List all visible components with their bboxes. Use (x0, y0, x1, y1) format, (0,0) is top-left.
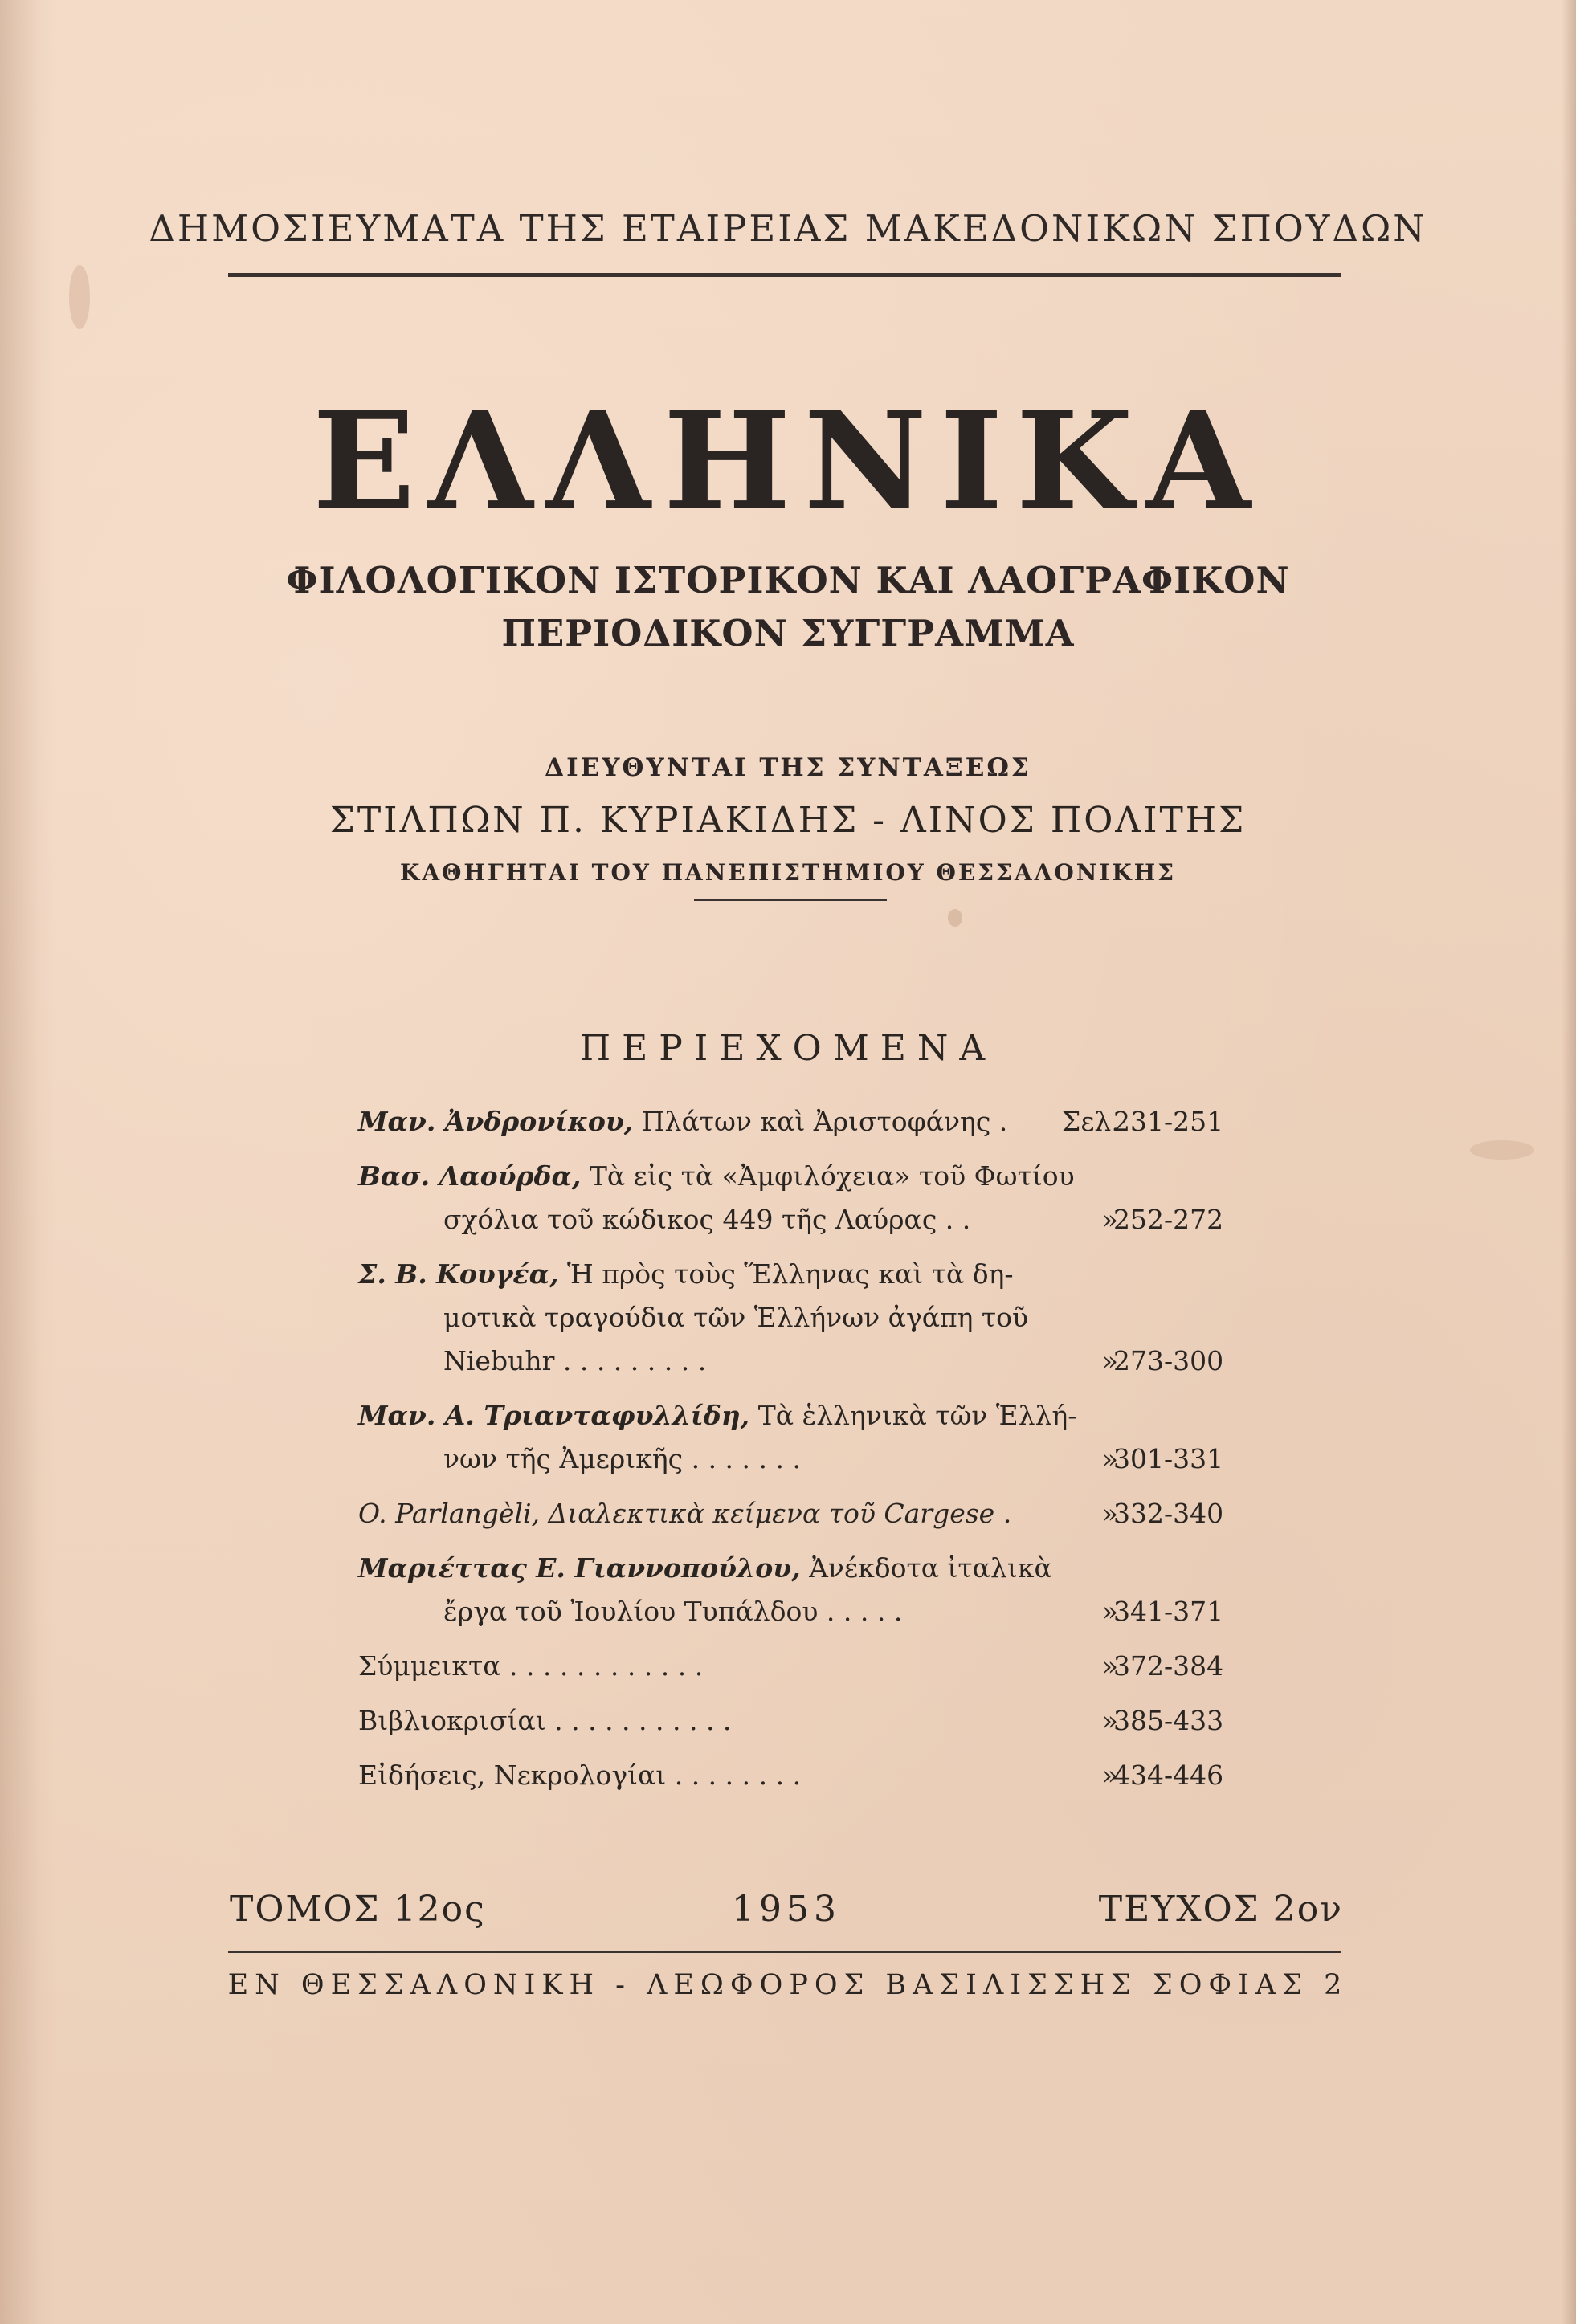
toc-line (358, 1296, 1218, 1339)
toc-line (358, 1100, 1224, 1144)
table-of-contents (358, 1100, 1224, 1808)
toc-title: Τὰ ἑλληνικὰ τῶν Ἑλλή- (749, 1400, 1077, 1431)
paper-stain (948, 909, 962, 927)
toc-page-range: 252-272 (1113, 1204, 1224, 1235)
toc-line (358, 1253, 1218, 1296)
toc-page-marker: » (1101, 1759, 1118, 1791)
toc-entry-first-line (358, 1707, 731, 1734)
year-label: 1953 (732, 1889, 841, 1930)
toc-page-range: 301-331 (1113, 1443, 1224, 1474)
issue-label: ΤΕΥΧΟΣ 2ον (1098, 1889, 1343, 1930)
toc-entry-first-line (358, 1650, 704, 1682)
editors-rule (694, 899, 887, 901)
toc-title-continuation: σχόλια τοῦ κώδικος 449 τῆς Λαύρας . . (443, 1204, 971, 1235)
toc-title: Τὰ εἰς τὰ «Ἀμφιλόχεια» τοῦ Φωτίου (581, 1160, 1075, 1192)
toc-title: Βιβλιοκρισίαι . . . . . . . . . . . (358, 1705, 732, 1736)
toc-entry-first-line (358, 1552, 1052, 1584)
toc-line (358, 1437, 1224, 1481)
toc-page-marker: » (1101, 1345, 1118, 1376)
toc-title: Διαλεκτικὰ κείμενα τοῦ Cargese . (540, 1498, 1012, 1529)
publisher-address: ΕΝ ΘΕΣΣΑΛΟΝΙΚΗ - ΛΕΩΦΟΡΟΣ ΒΑΣΙΛΙΣΣΗΣ ΣΟΦΙΑΣ 2 (227, 1969, 1349, 2001)
toc-author: O. Parlangèli, (358, 1498, 541, 1529)
toc-entry-first-line (358, 1108, 1007, 1135)
toc-author: Βασ. Λαούρδα, (358, 1160, 582, 1192)
toc-entry (358, 1645, 1224, 1688)
toc-entry (358, 1253, 1224, 1383)
toc-page-marker: » (1101, 1443, 1118, 1474)
toc-line (358, 1394, 1218, 1437)
toc-entry-first-line (358, 1160, 1075, 1192)
series-title: ΔΗΜΟΣΙΕΥΜΑΤΑ ΤΗΣ ΕΤΑΙΡΕΙΑΣ ΜΑΚΕΔΟΝΙΚΩΝ ΣΠΟΥΔΩΝ (149, 207, 1427, 250)
subtitle-line-2: ΠΕΡΙΟΔΙΚΟΝ ΣΥΓΓΡΑΜΜΑ (501, 612, 1075, 654)
header-rule (228, 273, 1341, 277)
toc-line (358, 1198, 1224, 1242)
editors-label: ΔΙΕΥΘΥΝΤΑΙ ΤΗΣ ΣΥΝΤΑΞΕΩΣ (545, 753, 1031, 782)
toc-author: Μαν. Ἀνδρονίκου, (358, 1106, 634, 1137)
journal-title: ΕΛΛΗΝΙΚΑ (312, 381, 1264, 540)
toc-entry-first-line (358, 1500, 1011, 1527)
toc-entry-first-line (358, 1258, 1014, 1290)
toc-author: Μαν. Α. Τριανταφυλλίδη, (358, 1400, 750, 1431)
toc-author: Μαριέττας Ε. Γιαννοπούλου, (358, 1552, 801, 1584)
toc-page-marker: » (1101, 1705, 1118, 1736)
toc-page-marker: » (1101, 1498, 1118, 1529)
toc-line (358, 1699, 1224, 1743)
toc-page-range: 385-433 (1113, 1705, 1224, 1736)
toc-entry (358, 1547, 1224, 1633)
footer-rule-top (228, 1951, 1341, 1953)
toc-title-continuation: Niebuhr . . . . . . . . . (443, 1345, 707, 1376)
toc-line (358, 1492, 1224, 1535)
toc-title: Ἡ πρὸς τοὺς Ἕλληνας καὶ τὰ δη- (558, 1258, 1014, 1290)
toc-page-marker: » (1101, 1650, 1118, 1682)
toc-page-range: 273-300 (1113, 1345, 1224, 1376)
toc-page-range: 372-384 (1113, 1650, 1224, 1682)
toc-line (358, 1754, 1224, 1797)
toc-line (358, 1155, 1218, 1198)
toc-entry (358, 1394, 1224, 1481)
toc-page-range: 231-251 (1113, 1106, 1224, 1137)
affiliation: ΚΑΘΗΓΗΤΑΙ ΤΟΥ ΠΑΝΕΠΙΣΤΗΜΙΟΥ ΘΕΣΣΑΛΟΝΙΚΗΣ (399, 859, 1176, 886)
toc-line (358, 1339, 1224, 1383)
toc-entry (358, 1155, 1224, 1242)
issue-info-row (230, 1889, 1343, 1937)
paper-stain (1470, 1140, 1534, 1160)
toc-title-continuation: νων τῆς Ἀμερικῆς . . . . . . . (443, 1443, 801, 1474)
toc-entry (358, 1100, 1224, 1144)
toc-page-marker: » (1101, 1596, 1118, 1627)
toc-entry (358, 1699, 1224, 1743)
volume-label: ΤΟΜΟΣ 12ος (230, 1889, 486, 1930)
toc-title-continuation: μοτικὰ τραγούδια τῶν Ἑλλήνων ἀγάπη τοῦ (443, 1302, 1029, 1333)
toc-entry (358, 1492, 1224, 1535)
toc-title-continuation: ἔργα τοῦ Ἰουλίου Τυπάλδου . . . . . (443, 1596, 903, 1627)
subtitle-line-1: ΦΙΛΟΛΟΓΙΚΟΝ ΙΣΤΟΡΙΚΟΝ ΚΑΙ ΛΑΟΓΡΑΦΙΚΟΝ (286, 559, 1290, 601)
toc-line (358, 1645, 1224, 1688)
editors-names: ΣΤΙΛΠΩΝ Π. ΚΥΡΙΑΚΙΔΗΣ - ΛΙΝΟΣ ΠΟΛΙΤΗΣ (329, 800, 1247, 841)
toc-page-range: 434-446 (1113, 1759, 1224, 1791)
toc-title: Ἀνέκδοτα ἰταλικὰ (800, 1552, 1052, 1584)
toc-page-marker: » (1101, 1204, 1118, 1235)
paper-stain (69, 265, 90, 329)
toc-page-range: 341-371 (1113, 1596, 1224, 1627)
toc-page-marker: Σελ. (1062, 1106, 1120, 1137)
toc-entry (358, 1754, 1224, 1797)
toc-line (358, 1547, 1218, 1590)
toc-entry-first-line (358, 1759, 802, 1791)
toc-title: Εἰδήσεις, Νεκρολογίαι . . . . . . . . (358, 1759, 802, 1791)
toc-line (358, 1590, 1224, 1633)
toc-page-range: 332-340 (1113, 1498, 1224, 1529)
toc-title: Πλάτων καὶ Ἀριστοφάνης . (633, 1106, 1008, 1137)
contents-heading: ΠΕΡΙΕΧΟΜΕΝΑ (579, 1028, 997, 1069)
toc-entry-first-line (358, 1402, 1076, 1429)
toc-title: Σύμμεικτα . . . . . . . . . . . . (358, 1650, 704, 1682)
toc-author: Σ. Β. Κουγέα, (358, 1258, 559, 1290)
